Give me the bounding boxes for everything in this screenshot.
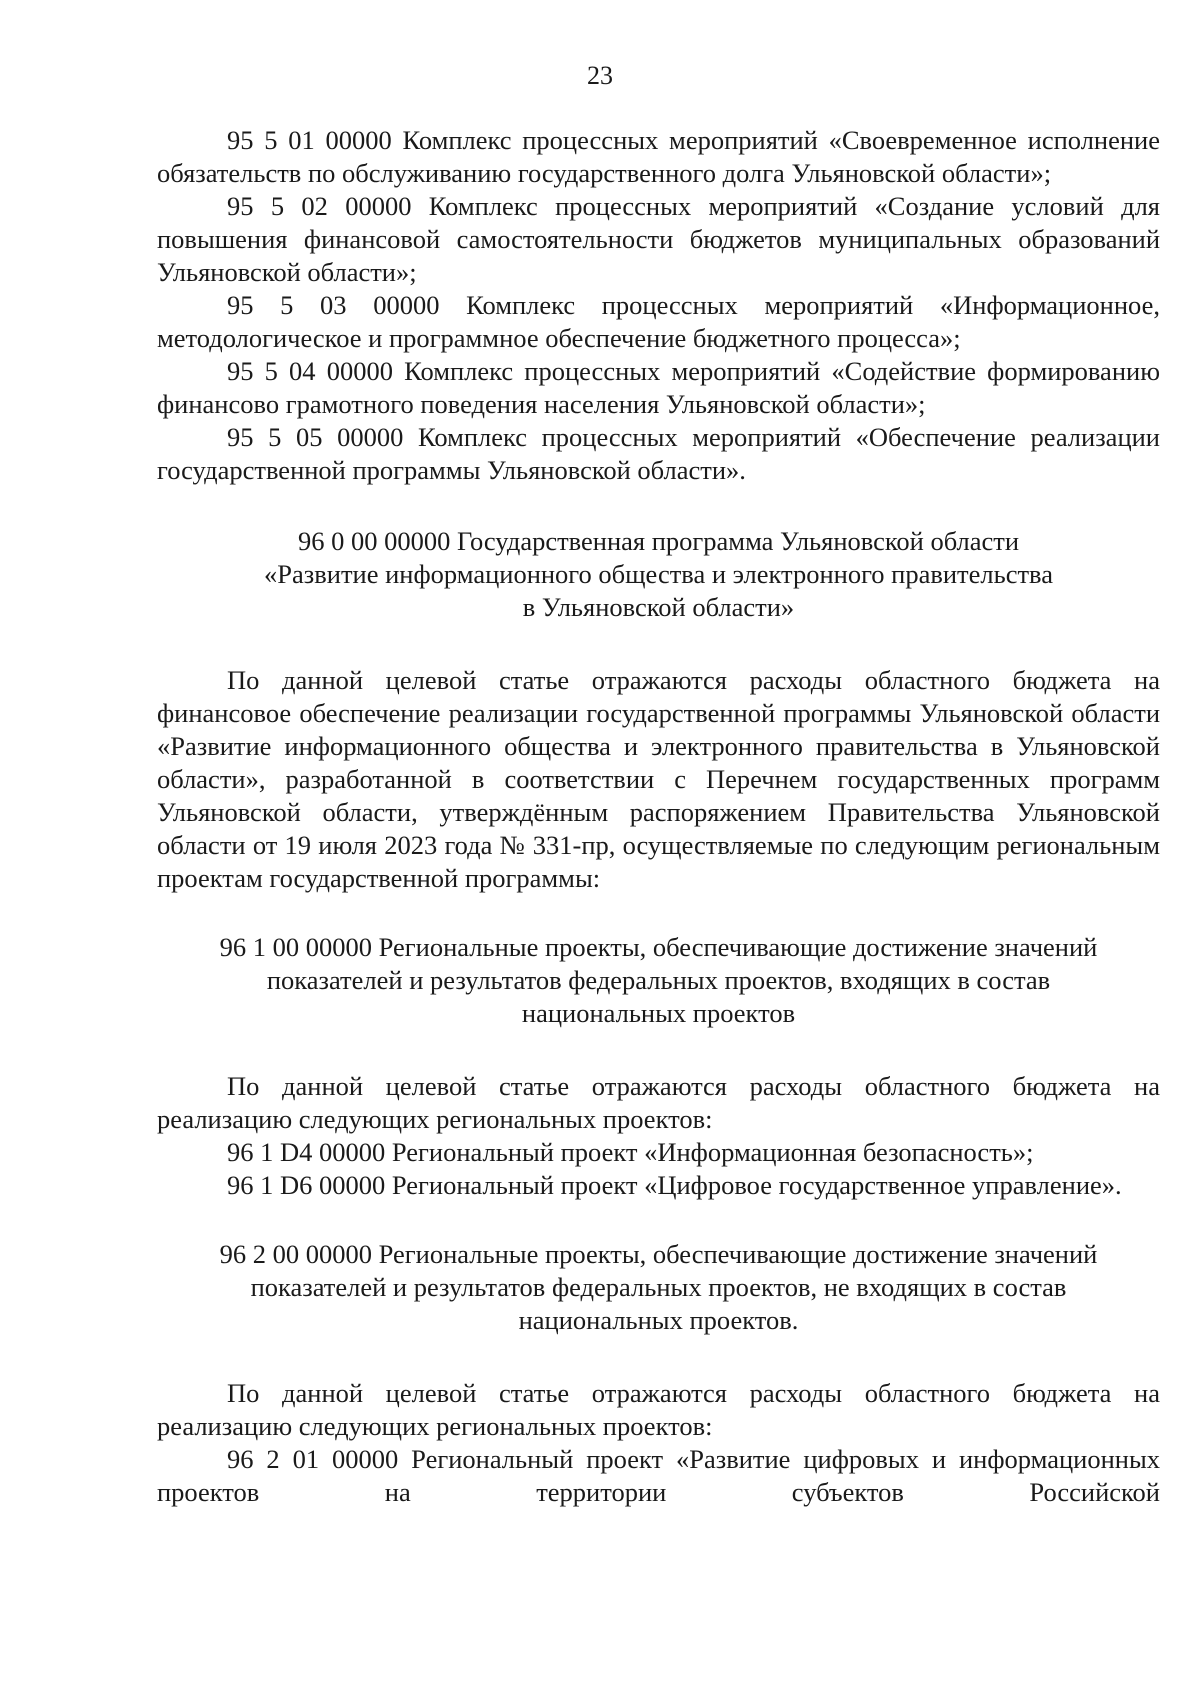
list-item: 95 5 02 00000 Комплекс процессных мероприятий «Создание условий для повышения финансовой самостоятельности бюджетов муниципальных образований Ульяновской области»; [157, 191, 1160, 287]
heading-line: 96 0 00 00000 Государственная программа Ульяновской области [297, 526, 1020, 556]
heading-line: национальных проектов [521, 998, 796, 1028]
list-item: 95 5 04 00000 Комплекс процессных мероприятий «Содействие формированию финансово грамотного поведения населения Ульяновской области»; [157, 356, 1160, 419]
page-number: 23 [587, 61, 613, 90]
body-paragraph: По данной целевой статье отражаются расходы областного бюджета на реализацию следующих региональных проектов: [157, 1378, 1160, 1441]
list-item: 96 1 D4 00000 Региональный проект «Информационная безопасность»; [227, 1137, 1034, 1167]
list-item: 96 2 01 00000 Региональный проект «Развитие цифровых и информационных проектов на территории субъектов Российской [157, 1444, 1160, 1507]
heading-line: 96 2 00 00000 Региональные проекты, обеспечивающие достижение значений [219, 1239, 1098, 1269]
list-item: 95 5 01 00000 Комплекс процессных мероприятий «Своевременное исполнение обязательств по обслуживанию государственного долга Ульяновской области»; [157, 125, 1160, 188]
section-heading-96-1 [157, 931, 1160, 1030]
section-heading-program-96 [157, 525, 1160, 624]
heading-line: показателей и результатов федеральных проектов, не входящих в состав [250, 1272, 1067, 1302]
body-paragraph: По данной целевой статье отражаются расходы областного бюджета на реализацию следующих региональных проектов: [157, 1071, 1160, 1134]
body-paragraph: По данной целевой статье отражаются расходы областного бюджета на финансовое обеспечение реализации государственной программы Ульяновской области «Развитие информационного общества и электронного правительства в Ульяновской области», разработанной в соответствии с Перечнем государственных программ Ульяновской области, утверждённым распоряжением Правительства Ульяновской области от 19 июля 2023 года № 331-пр, осуществляемые по следующим региональным проектам государственной программы: [157, 665, 1160, 893]
heading-line: национальных проектов. [518, 1305, 799, 1335]
heading-line: в Ульяновской области» [522, 592, 795, 622]
list-item: 95 5 05 00000 Комплекс процессных мероприятий «Обеспечение реализации государственной программы Ульяновской области». [157, 422, 1160, 485]
heading-line: 96 1 00 00000 Региональные проекты, обеспечивающие достижение значений [219, 932, 1098, 962]
heading-line: «Развитие информационного общества и электронного правительства [264, 559, 1053, 589]
section-heading-96-2 [157, 1238, 1160, 1337]
list-item: 96 1 D6 00000 Региональный проект «Цифровое государственное управление». [227, 1170, 1122, 1200]
document-body [157, 124, 1160, 1509]
list-item: 95 5 03 00000 Комплекс процессных мероприятий «Информационное, методологическое и программное обеспечение бюджетного процесса»; [157, 290, 1160, 353]
heading-line: показателей и результатов федеральных проектов, входящих в состав [266, 965, 1051, 995]
